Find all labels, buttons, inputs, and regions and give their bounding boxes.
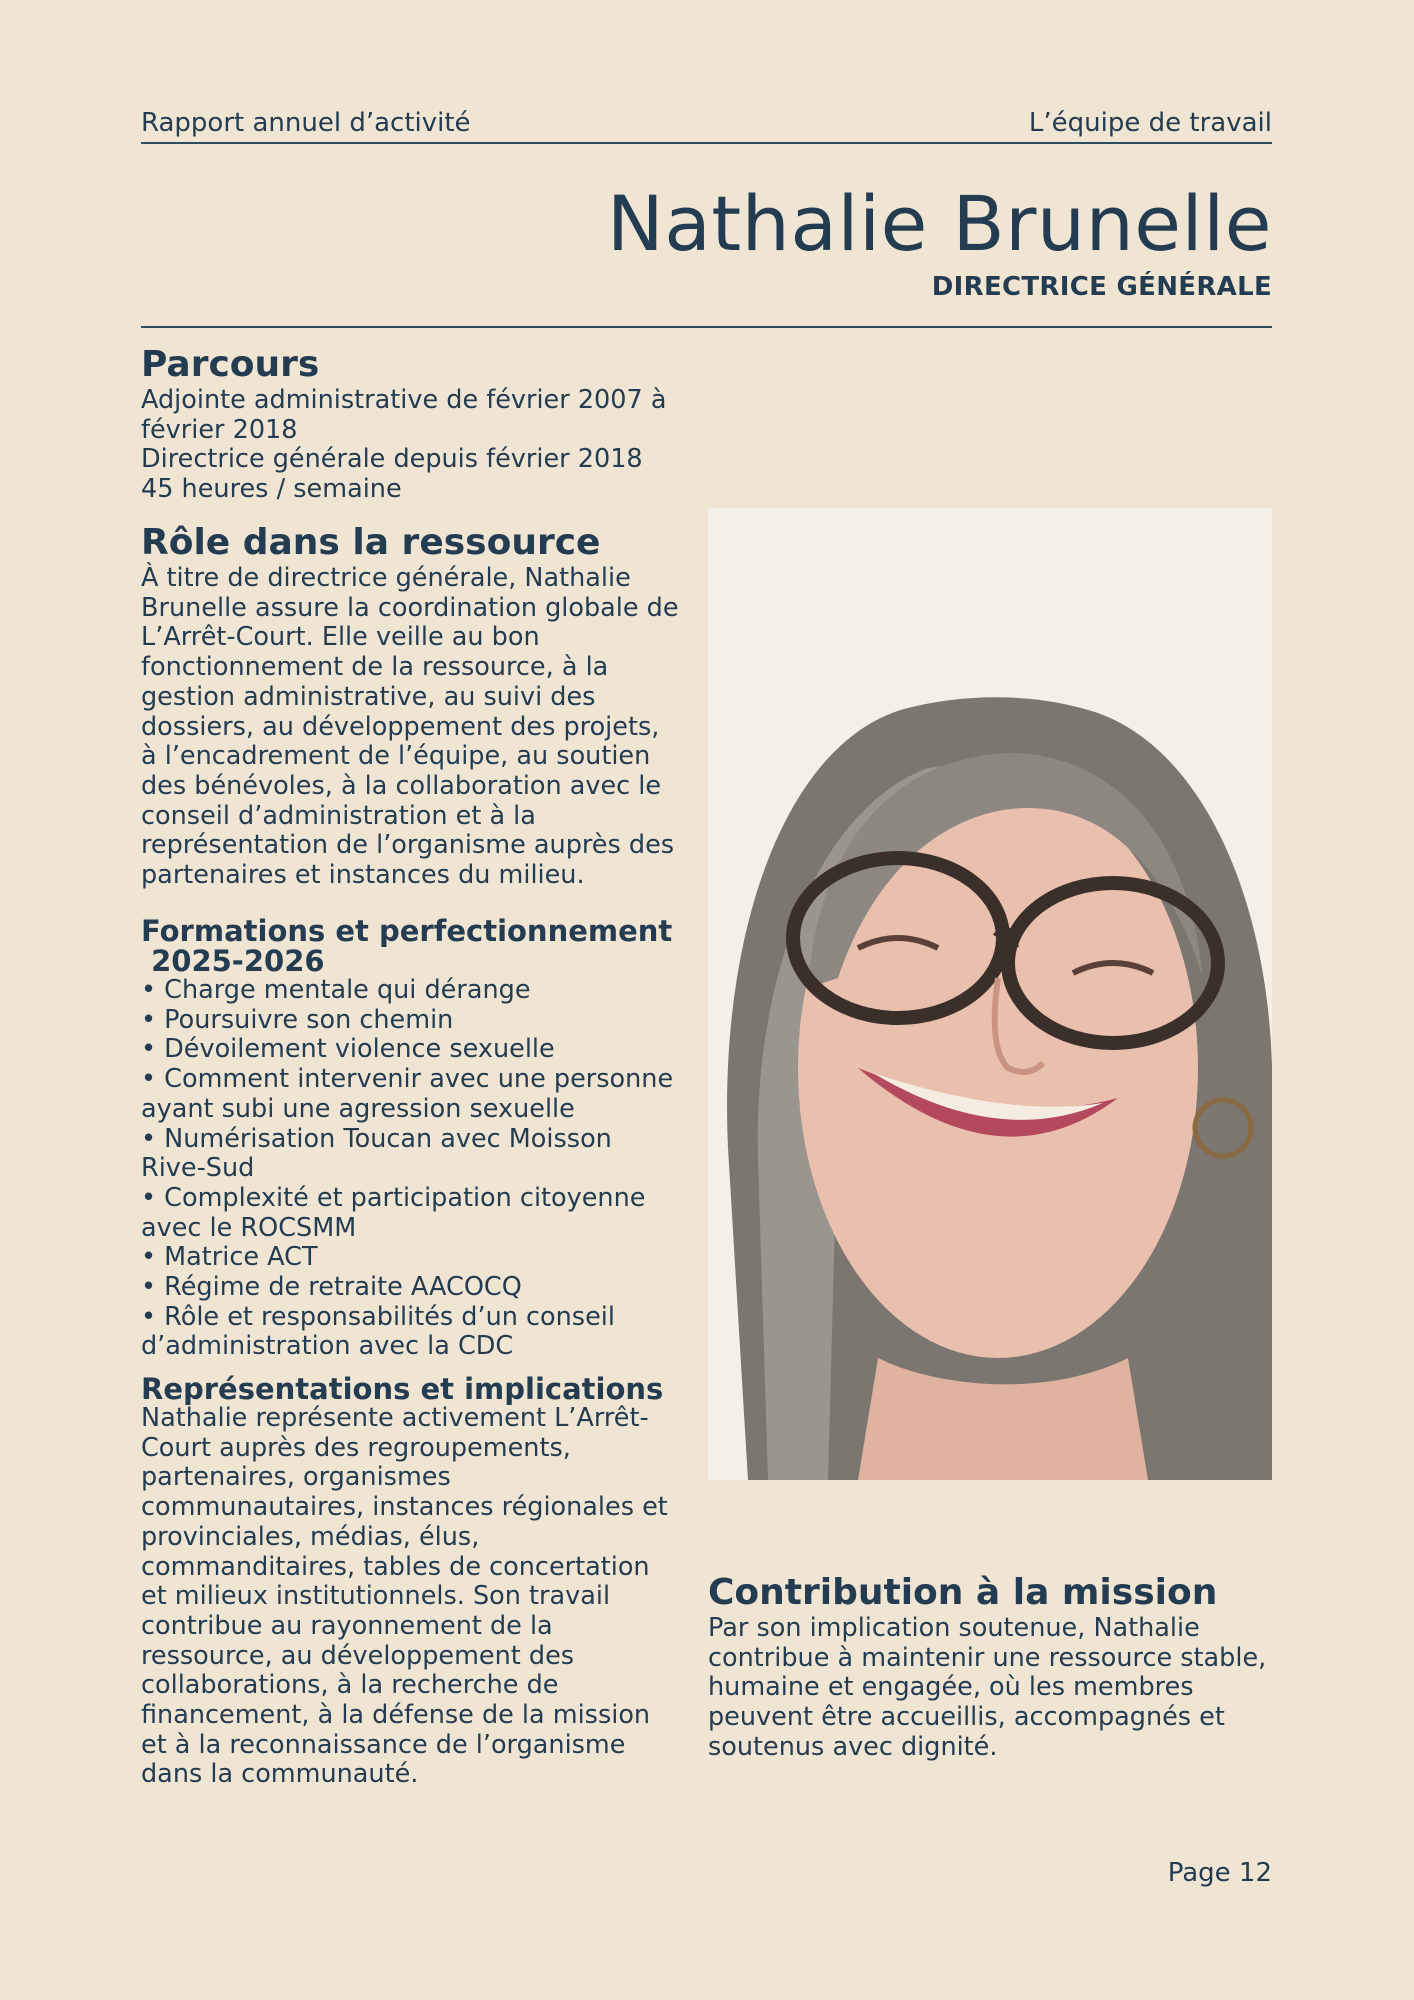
formations-list: [141, 976, 681, 1362]
person-name: Nathalie Brunelle: [606, 179, 1272, 268]
portrait-illustration: [708, 508, 1272, 1480]
representations-heading: Représentations et implications: [141, 1372, 664, 1406]
parcours-heading: Parcours: [141, 344, 320, 385]
name-block: [141, 178, 1272, 328]
page-number: Page 12: [1167, 1858, 1272, 1888]
list-item: • Dévoilement violence sexuelle: [141, 1035, 681, 1065]
list-item: • Poursuivre son chemin: [141, 1006, 681, 1036]
formations-section: [141, 916, 681, 1362]
parcours-line: 45 heures / semaine: [141, 474, 402, 505]
role-text: À titre de directrice générale, Nathalie Brunelle assure la coordination globale de L’Arrêt-Court. Elle veille au bon fonctionnement de la ressource, à la gestion administrative, au suivi des dossiers, au développement des projets, à l’encadrement de l’équipe, au soutien des bénévoles, à la collaboration avec le conseil d’administration et à la représentation de l’organisme auprès des partenaires et instances du milieu.: [141, 563, 679, 891]
role-section: [141, 522, 681, 891]
list-item: • Régime de retraite AACOCQ: [141, 1273, 681, 1303]
right-column: [708, 1572, 1272, 1763]
formations-year: 2025-2026: [141, 944, 325, 978]
parcours-line: Directrice générale depuis février 2018: [141, 444, 643, 475]
contribution-heading: Contribution à la mission: [708, 1572, 1218, 1613]
list-item: • Matrice ACT: [141, 1243, 681, 1273]
representations-section: [141, 1374, 681, 1790]
person-title: DIRECTRICE GÉNÉRALE: [931, 272, 1272, 302]
list-item: • Complexité et participation citoyenne avec le ROCSMM: [141, 1184, 681, 1243]
portrait-photo: [708, 508, 1272, 1480]
list-item: • Numérisation Toucan avec Moisson Rive-Sud: [141, 1125, 681, 1184]
list-item: • Rôle et responsabilités d’un conseil d’administration avec la CDC: [141, 1303, 681, 1362]
report-title: Rapport annuel d’activité: [141, 108, 471, 138]
role-heading: Rôle dans la ressource: [141, 522, 601, 563]
parcours-line: Adjointe administrative de février 2007 à février 2018: [141, 385, 667, 445]
contribution-text: Par son implication soutenue, Nathalie contribue à maintenir une ressource stable, humaine et engagée, où les membres peuvent être accueillis, accompagnés et soutenus avec dignité.: [708, 1613, 1267, 1762]
representations-text: Nathalie représente activement L’Arrêt-Court auprès des regroupements, partenaires, organismes communautaires, instances régionales et provinciales, médias, élus, commanditaires, tables de concertation et milieux institutionnels. Son travail contribue au rayonnement de la ressource, au développement des collaborations, à la recherche de financement, à la défense de la mission et à la reconnaissance de l’organisme dans la communauté.: [141, 1403, 668, 1790]
list-item: • Comment intervenir avec une personne ayant subi une agression sexuelle: [141, 1065, 681, 1124]
section-title: L’équipe de travail: [1028, 108, 1272, 138]
running-header: [141, 104, 1272, 144]
formations-heading: Formations et perfectionnement: [141, 914, 673, 948]
list-item: • Charge mentale qui dérange: [141, 976, 681, 1006]
parcours-section: [141, 344, 681, 505]
